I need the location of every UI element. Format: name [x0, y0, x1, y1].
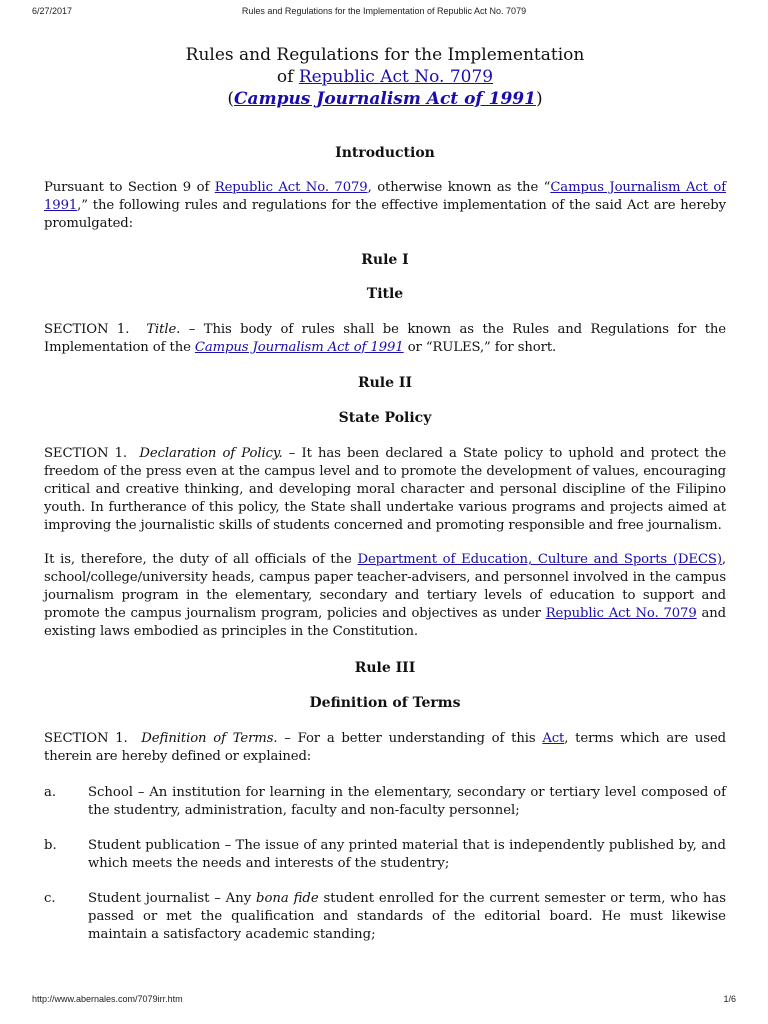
rule-1-heading: Title — [366, 286, 404, 302]
rule-2-p2-text-1: It is, therefore, the duty of all officials of the — [44, 552, 358, 567]
rule-1-text-1: – This body of rules shall be known as the Rules and Regulations for the Implementation of the — [44, 322, 726, 355]
rule-3-section-1 — [44, 730, 726, 766]
rule-3-text-2: , terms which are used therein are hereby defined or explained: — [44, 731, 727, 764]
print-date: 6/27/2017 — [32, 6, 73, 16]
definition-text-1: Student journalist – Any — [88, 891, 256, 906]
rule-1-section-1 — [44, 321, 726, 357]
definition-item-a — [44, 784, 726, 820]
print-url: http://www.abernales.com/7079irr.htm — [32, 994, 183, 1004]
print-header-title: Rules and Regulations for the Implementation of Republic Act No. 7079 — [241, 6, 527, 16]
definition-text — [88, 784, 726, 820]
intro-text-1: Pursuant to Section 9 of — [44, 180, 215, 195]
rule-3-heading: Definition of Terms — [309, 695, 461, 711]
rule-2-label: Rule II — [357, 375, 412, 391]
introduction-heading: Introduction — [335, 145, 435, 161]
list-marker: a. — [44, 785, 57, 800]
print-header — [0, 0, 768, 20]
title-paren-close: ) — [535, 89, 543, 109]
rule-1-act-link[interactable]: Campus Journalism Act of 1991 — [194, 340, 404, 355]
rule-2-text-1: – It has been declared a State policy to uphold and protect the freedom of the press even at the campus level and to promote the development of values, encouraging critical and creative thinking, and developing moral character and personal discipline of the Filipino youth. In furtherance of this policy, the State shall undertake various programs and projects aimed at improving the journalistic skills of students concerned and promoting responsible and free journalism. — [44, 446, 727, 533]
section-number: SECTION 1. — [44, 731, 128, 746]
definition-item-b — [44, 837, 726, 873]
intro-text-3: ,” the following rules and regulations for the effective implementation of the said Act are hereby promulgated: — [44, 198, 726, 231]
list-marker: c. — [44, 891, 56, 906]
section-number: SECTION 1. — [44, 322, 130, 337]
definition-text-2: student enrolled for the current semester or term, who has passed or met the qualification and standards of the editorial board. He must likewise maintain a satisfactory academic standing; — [88, 891, 726, 942]
rule-2-heading: State Policy — [338, 410, 432, 426]
rule-1-text-2: or “RULES,” for short. — [403, 340, 557, 355]
definition-italic: bona fide — [256, 891, 319, 906]
rule-2-republic-act-link[interactable]: Republic Act No. 7079 — [545, 606, 697, 621]
title-paren-open: ( — [227, 89, 235, 109]
rule-2-paragraph-2 — [44, 551, 726, 641]
rule-2-p2-text-3: and existing laws embodied as principles in the Constitution. — [44, 606, 726, 639]
intro-text-2: , otherwise known as the “ — [367, 180, 551, 195]
definition-text-1: School – An institution for learning in the elementary, secondary or tertiary level composed of the studentry, administration, faculty and non-faculty personnel; — [88, 785, 726, 818]
definition-item-c — [44, 890, 726, 944]
page-number: 1/6 — [723, 994, 736, 1004]
decs-link[interactable]: Department of Education, Culture and Sports (DECS) — [357, 552, 722, 567]
section-label: Declaration of Policy. — [139, 446, 283, 461]
definition-text-1: Student publication – The issue of any printed material that is independently published by, and which meets the needs and interests of the studentry; — [88, 838, 726, 871]
title-line-2 — [44, 66, 726, 88]
republic-act-link[interactable]: Republic Act No. 7079 — [298, 67, 494, 87]
section-label: Definition of Terms. — [141, 731, 278, 746]
section-number: SECTION 1. — [44, 446, 127, 461]
rule-3-label: Rule III — [354, 660, 416, 676]
rule-3-text-1: – For a better understanding of this — [277, 731, 543, 746]
section-label: Title. — [146, 322, 181, 337]
title-line-1: Rules and Regulations for the Implementation — [185, 45, 585, 65]
definition-text — [88, 837, 726, 873]
list-marker: b. — [44, 838, 57, 853]
introduction-paragraph — [44, 179, 726, 233]
print-footer — [0, 992, 768, 1012]
document-title — [44, 44, 726, 110]
rule-2-p2-text-2: , school/college/university heads, campus paper teacher-advisers, and personnel involved in the campus journalism program in the elementary, secondary and tertiary levels of education to support and promote the campus journalism program, policies and objectives as under — [44, 552, 726, 621]
definition-text — [88, 890, 726, 944]
act-link[interactable]: Act — [542, 731, 565, 746]
document-body — [44, 44, 726, 944]
title-line-2-prefix: of — [276, 67, 299, 87]
rule-1-label: Rule I — [361, 252, 409, 268]
intro-campus-journalism-act-link[interactable]: Campus Journalism Act of 1991 — [44, 180, 727, 213]
rule-2-section-1 — [44, 445, 726, 535]
title-line-3 — [44, 88, 726, 110]
campus-journalism-act-link[interactable]: Campus Journalism Act of 1991 — [234, 89, 536, 109]
intro-republic-act-link[interactable]: Republic Act No. 7079 — [214, 180, 368, 195]
